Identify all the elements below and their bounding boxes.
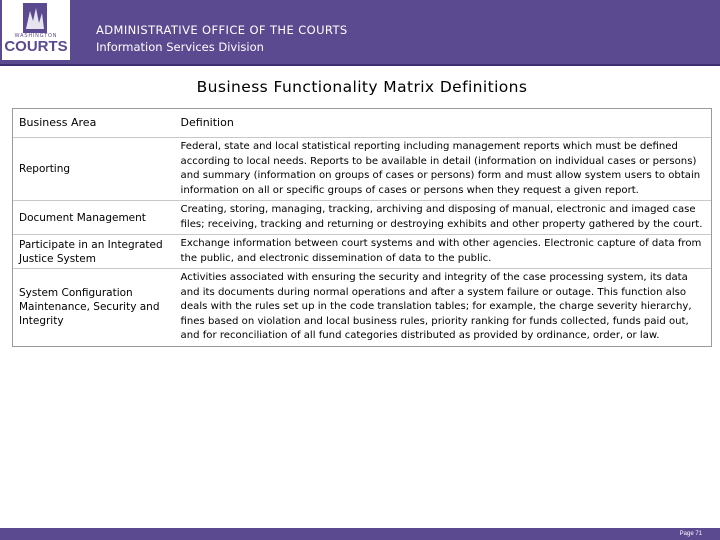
- division-name: Information Services Division: [96, 40, 264, 54]
- logo-main-text: COURTS: [4, 38, 68, 55]
- definition-cell: Activities associated with ensuring the security and integrity of the case processing system, its data and its documents during normal operations and after a system failure or outage. This function also deals with the rules set up in the code translation tables; for example, the charge severity hierarchy, fines based on violation and local business rules, priority ranking for funds collected, funds paid out, and for reconciliation of all fund categories distributed as provided by ordinance, order, or law.: [180, 272, 692, 341]
- business-area-cell: Participate in an Integrated Justice System: [19, 238, 163, 265]
- courts-emblem-icon: [23, 3, 47, 33]
- definitions-table: [12, 108, 712, 347]
- logo-top-text: WASHINGTON: [14, 33, 58, 39]
- definition-cell: Federal, state and local statistical reporting including management reports which must be defined according to local needs. Reports to be available in detail (information on individual cases or persons) and summary (information on groups of cases or persons) form and must allow system users to obtain information on all or specific groups of cases or persons when they request a given report.: [180, 141, 701, 196]
- table-row: [13, 234, 711, 268]
- office-name: ADMINISTRATIVE OFFICE OF THE COURTS: [96, 23, 348, 37]
- page-number: Page 71: [679, 531, 702, 537]
- business-area-cell: System Configuration Maintenance, Security and Integrity: [19, 287, 160, 328]
- table-row: [13, 268, 711, 346]
- table-row: [13, 200, 711, 234]
- table-row: [13, 137, 711, 200]
- table-header-row: [13, 109, 711, 137]
- column-header-definition: Definition: [180, 115, 234, 129]
- page-title: Business Functionality Matrix Definitions: [196, 78, 528, 96]
- header-divider: [0, 64, 720, 66]
- column-header-business-area: Business Area: [19, 116, 97, 129]
- definition-cell: Exchange information between court systems and with other agencies. Electronic capture of data from the public, and electronic dissemination of data to the public.: [180, 238, 702, 264]
- header-band: [0, 0, 720, 64]
- footer-band: [0, 528, 720, 540]
- business-area-cell: Reporting: [19, 163, 71, 175]
- washington-courts-logo: [2, 0, 70, 60]
- business-area-cell: Document Management: [19, 211, 146, 224]
- definition-cell: Creating, storing, managing, tracking, archiving and disposing of manual, electronic and imaged case files; receiving, tracking and returning or destroying exhibits and other property gathered by the court.: [180, 204, 703, 230]
